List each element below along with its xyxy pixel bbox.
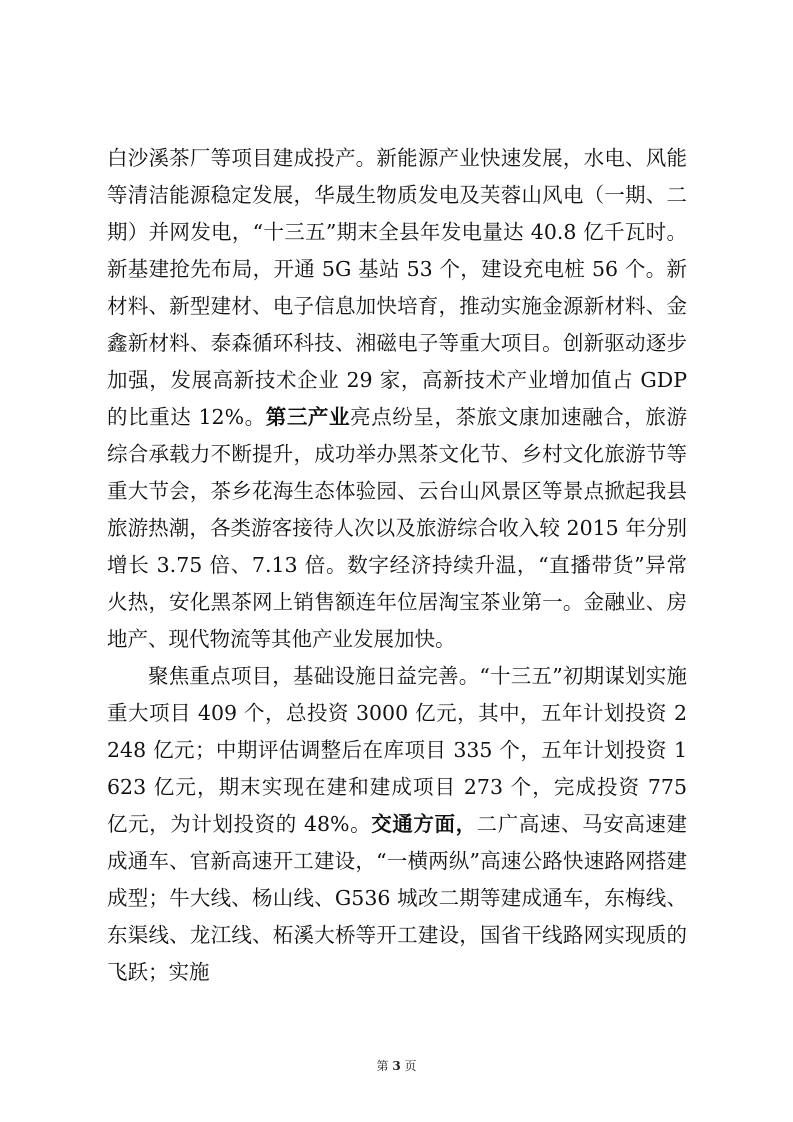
page-footer bbox=[0, 1058, 793, 1074]
footer-prefix: 第 bbox=[376, 1059, 389, 1073]
transport-heading: 交通方面， bbox=[371, 812, 477, 836]
paragraph-industry bbox=[107, 140, 687, 658]
paragraph-industry-text-1: 白沙溪茶厂等项目建成投产。新能源产业快速发展，水电、风能等清洁能源稳定发展，华晟生物质发电及芙蓉山风电（一期、二期）并网发电，“十三五”期末全县年发电量达 40.8 亿千瓦时。新基建抢先布局，开通 5G 基站 53 个，建设充电桩 56 个。新材料、新型建材、电子信息加快培育，推动实施金源新材料、金鑫新材料、泰森循环科技、湘磁电子等重大项目。创新驱动逐步加强，发展高新技术企业 29 家，高新技术产业增加值占 GDP 的比重达 12%。 bbox=[107, 146, 687, 429]
footer-suffix: 页 bbox=[404, 1059, 417, 1073]
paragraph-industry-text-2: 亮点纷呈，茶旅文康加速融合，旅游综合承载力不断提升，成功举办黑茶文化节、乡村文化旅游节等重大节会，茶乡花海生态体验园、云台山风景区等景点掀起我县旅游热潮，各类游客接待人次以及旅游综合收入较 2015 年分别增长 3.75 倍、7.13 倍。数字经济持续升温，“直播带货”异常火热，安化黑茶网上销售额连年位居淘宝茶业第一。金融业、房地产、现代物流等其他产业发展加快。 bbox=[107, 405, 687, 651]
paragraph-projects bbox=[107, 658, 687, 991]
paragraph-projects-text-2: 二广高速、马安高速建成通车、官新高速开工建设，“一横两纵”高速公路快速路网搭建成型；牛大线、杨山线、G536 城改二期等建成通车，东梅线、东渠线、龙江线、柘溪大桥等开工建设，国省干线路网实现质的飞跃；实施 bbox=[107, 812, 688, 984]
body-text bbox=[107, 140, 687, 991]
paragraph-projects-text-1: 聚焦重点项目，基础设施日益完善。“十三五”初期谋划实施重大项目 409 个，总投资 3000 亿元，其中，五年计划投资 2248 亿元；中期评估调整后在库项目 335 个，五年计划投资 1623 亿元，期末实现在建和建成项目 273 个，完成投资 775 亿元，为计划投资的 48%。 bbox=[107, 664, 687, 836]
tertiary-industry-heading: 第三产业 bbox=[265, 405, 351, 429]
page-number: 3 bbox=[392, 1059, 401, 1073]
